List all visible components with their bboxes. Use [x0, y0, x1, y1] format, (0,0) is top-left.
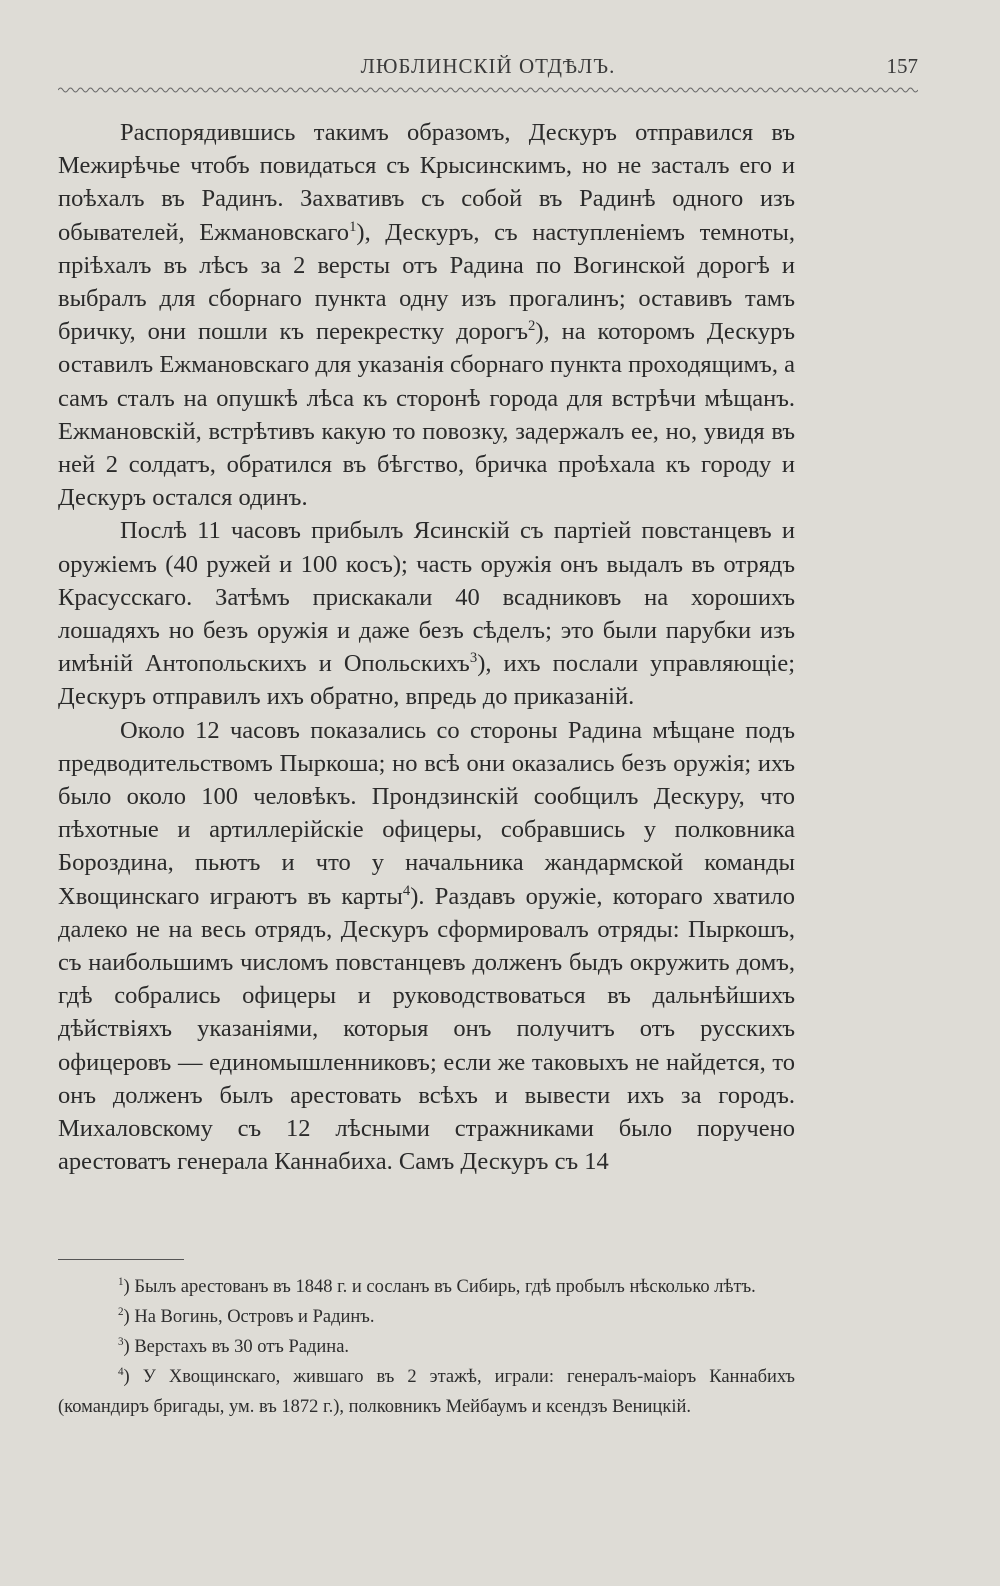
body-text — [58, 116, 795, 1179]
footnote-mark-2: 2 — [118, 1305, 124, 1318]
paragraph-2 — [58, 514, 795, 713]
paragraph-3-part-2: ). Раздавъ оружіе, котораго хватило далеко не на весь отрядъ, Дескуръ сформировалъ отряды: Пыркошъ, съ наибольшимъ числомъ повстанцевъ долженъ быдъ окружить домъ, гдѣ собрались офицеры и руководствоваться въ дальнѣйшихъ дѣйствіяхъ указаніями, которыя онъ получитъ отъ русскихъ офицеровъ — единомышленниковъ; если же таковыхъ не найдется, то онъ долженъ былъ арестовать всѣхъ и вывести ихъ за городъ. Михаловскому съ 12 лѣсными стражниками было поручено арестоватъ генерала Каннабиха. Самъ Дескуръ съ 14 — [58, 882, 795, 1176]
footnotes — [58, 1272, 795, 1422]
footnote-ref-4: 4 — [402, 882, 411, 899]
paragraph-1 — [58, 116, 795, 514]
footnote-separator — [58, 1259, 184, 1260]
paragraph-1-part-2: ), Дескуръ, съ наступленіемъ темноты, пріѣхалъ въ лѣсъ за 2 версты отъ Радина по Вогинской дорогѣ и выбралъ для сборнаго пункта одну изъ прогалинъ; оставивъ тамъ бричку, они пошли къ перекрестку дорогъ — [58, 218, 795, 346]
footnote-3 — [58, 1332, 795, 1362]
paragraph-2-part-2: ), ихъ послали управляющіе; Дескуръ отправилъ ихъ обратно, впредь до приказаній. — [58, 650, 795, 711]
footnote-mark-3: 3 — [118, 1335, 124, 1348]
footnote-ref-2: 2 — [528, 318, 536, 335]
footnote-2-text: ) На Вогинь, Островъ и Радинъ. — [123, 1307, 375, 1327]
footnote-1 — [58, 1272, 795, 1302]
paragraph-3 — [58, 714, 795, 1179]
running-title: ЛЮБЛИНСКІЙ ОТДѢЛЪ. — [360, 54, 616, 78]
wavy-rule-divider — [58, 84, 918, 96]
footnote-4-text: ) У Хвощинскаго, жившаго въ 2 этажѣ, играли: генералъ-маіоръ Каннабихъ (командиръ бригады, ум. въ 1872 г.), полковникъ Мейбаумъ и ксендзъ Веницкій. — [58, 1367, 795, 1417]
footnote-ref-3: 3 — [469, 650, 478, 667]
footnote-4 — [58, 1362, 795, 1422]
paragraph-2-part-1: Послѣ 11 часовъ прибылъ Ясинскій съ партіей повстанцевъ и оружіемъ (40 ружей и 100 косъ); часть оружія онъ выдалъ въ отрядъ Красусскаго. Затѣмъ прискакали 40 всадниковъ на хорошихъ лошадяхъ но безъ оружія и даже безъ сѣделъ; это были парубки изъ имѣній Антопольскихъ и Опольскихъ — [58, 517, 795, 678]
footnote-mark-1: 1 — [118, 1275, 124, 1288]
page-header — [58, 50, 918, 84]
footnote-3-text: ) Верстахъ въ 30 отъ Радина. — [123, 1337, 350, 1357]
page-number: 157 — [886, 54, 918, 78]
footnote-2 — [58, 1302, 795, 1332]
paragraph-1-part-3: ), на которомъ Дескуръ оставилъ Ежмановскаго для указанія сборнаго пункта проходящимъ, а самъ сталъ на опушкѣ лѣса къ сторонѣ города для встрѣчи мѣщанъ. Ежмановскій, встрѣтивъ какую то повозку, задержалъ ее, но, увидя въ ней 2 солдатъ, обратился въ бѣгство, бричка проѣхала къ городу и Дескуръ остался одинъ. — [58, 318, 795, 512]
footnote-ref-1: 1 — [349, 218, 357, 235]
footnote-1-text: ) Былъ арестованъ въ 1848 г. и сосланъ въ Сибирь, гдѣ пробылъ нѣсколько лѣтъ. — [123, 1277, 756, 1297]
paragraph-1-part-1: Распорядившись такимъ образомъ, Дескуръ отправился въ Межирѣчье чтобъ повидаться съ Крысинскимъ, но не засталъ его и поѣхалъ въ Радинъ. Захвативъ съ собой въ Радинѣ одного изъ обывателей, Ежмановскаго — [58, 119, 795, 246]
footnote-mark-4: 4 — [118, 1365, 124, 1378]
paragraph-3-part-1: Около 12 часовъ показались со стороны Радина мѣщане подъ предводительствомъ Пыркоша; но всѣ они оказались безъ оружія; ихъ было около 100 человѣкъ. Прондзинскій сообщилъ Дескуру, что пѣхотные и артиллерійскіе офицеры, собравшись у полковника Бороздина, пьютъ и что у начальника жандармской команды Хвощинскаго играютъ въ карты — [58, 716, 795, 910]
